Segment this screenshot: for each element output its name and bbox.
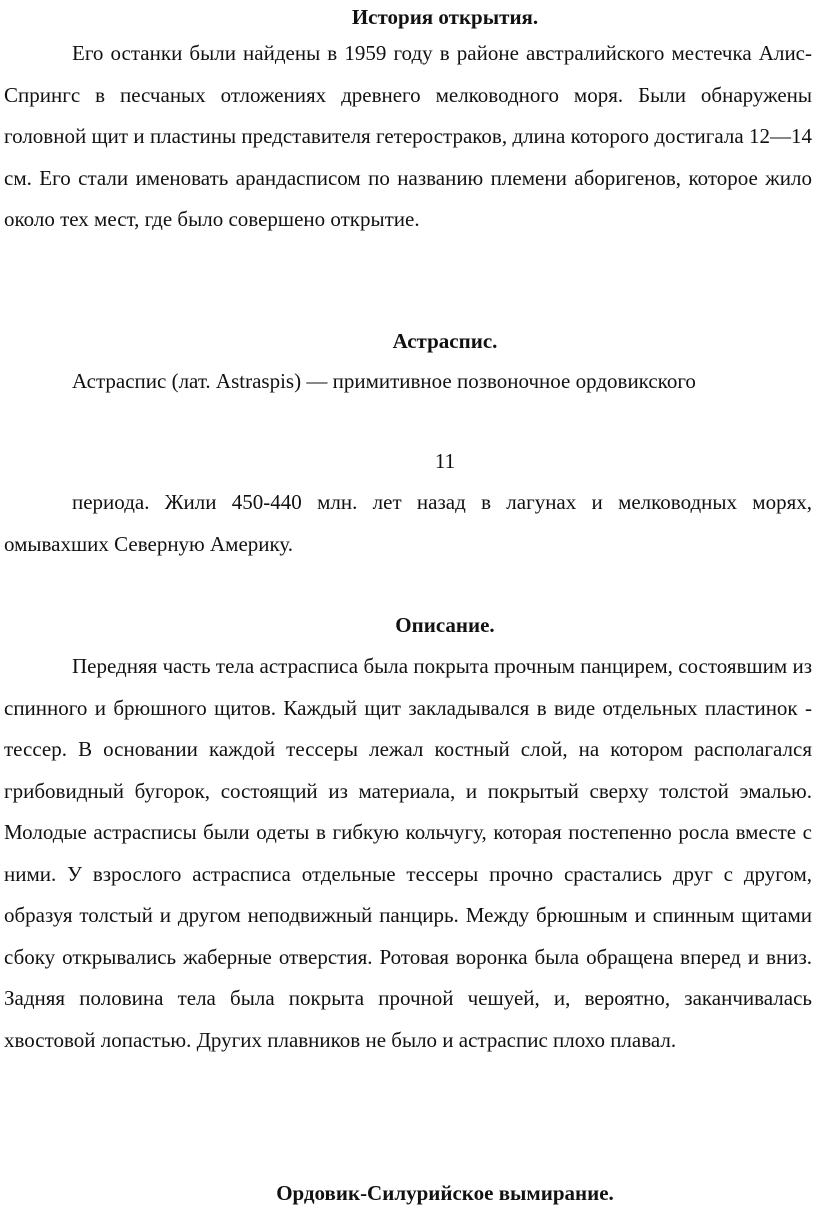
section-heading-ordovician-silurian-extinction: Ордовик-Силурийское вымирание. (276, 1181, 614, 1205)
discovery-history-paragraph: Его останки были найдены в 1959 году в районе австралийского местечка Алис-Спрингс в песчаных отложениях древнего мелководного моря. Были обнаружены головной щит и пластины представителя гетеростраков, длина которого достигала 12—14 см. Его стали именовать арандасписом по названию племени аборигенов, которое жило около тех мест, где было совершено открытие. (4, 41, 812, 231)
page-number: 11 (434, 449, 456, 473)
astraspis-paragraph-start: Астраспис (лат. Astraspis) — примитивное позвоночное ордовикского (72, 369, 696, 393)
section-heading-description: Описание. (395, 613, 495, 637)
astraspis-paragraph-continuation: периода. Жили 450-440 млн. лет назад в лагунах и мелководных морях, омывахших Северную Америку. (4, 490, 812, 556)
description-paragraph: Передняя часть тела астрасписа была покрыта прочным панцирем, состоявшим из спинного и брюшного щитов. Каждый щит закладывался в виде отдельных пластинок - тессер. В основании каждой тессеры лежал костный слой, на котором располагался грибовидный бугорок, состоящий из материала, и покрытый сверху толстой эмалью. Молодые астрасписы были одеты в гибкую кольчугу, которая постепенно росла вместе с ними. У взрослого астрасписа отдельные тессеры прочно срастались друг с другом, образуя толстый и другом неподвижный панцирь. Между брюшным и спинным щитами сбоку открывались жаберные отверстия. Ротовая воронка была обращена вперед и вниз. Задняя половина тела была покрыта прочной чешуей, и, вероятно, заканчивалась хвостовой лопастью. Других плавников не было и астраспис плохо плавал. (4, 654, 812, 1052)
section-heading-astraspis: Астраспис. (392, 329, 498, 353)
section-heading-discovery-history: История открытия. (351, 5, 539, 29)
